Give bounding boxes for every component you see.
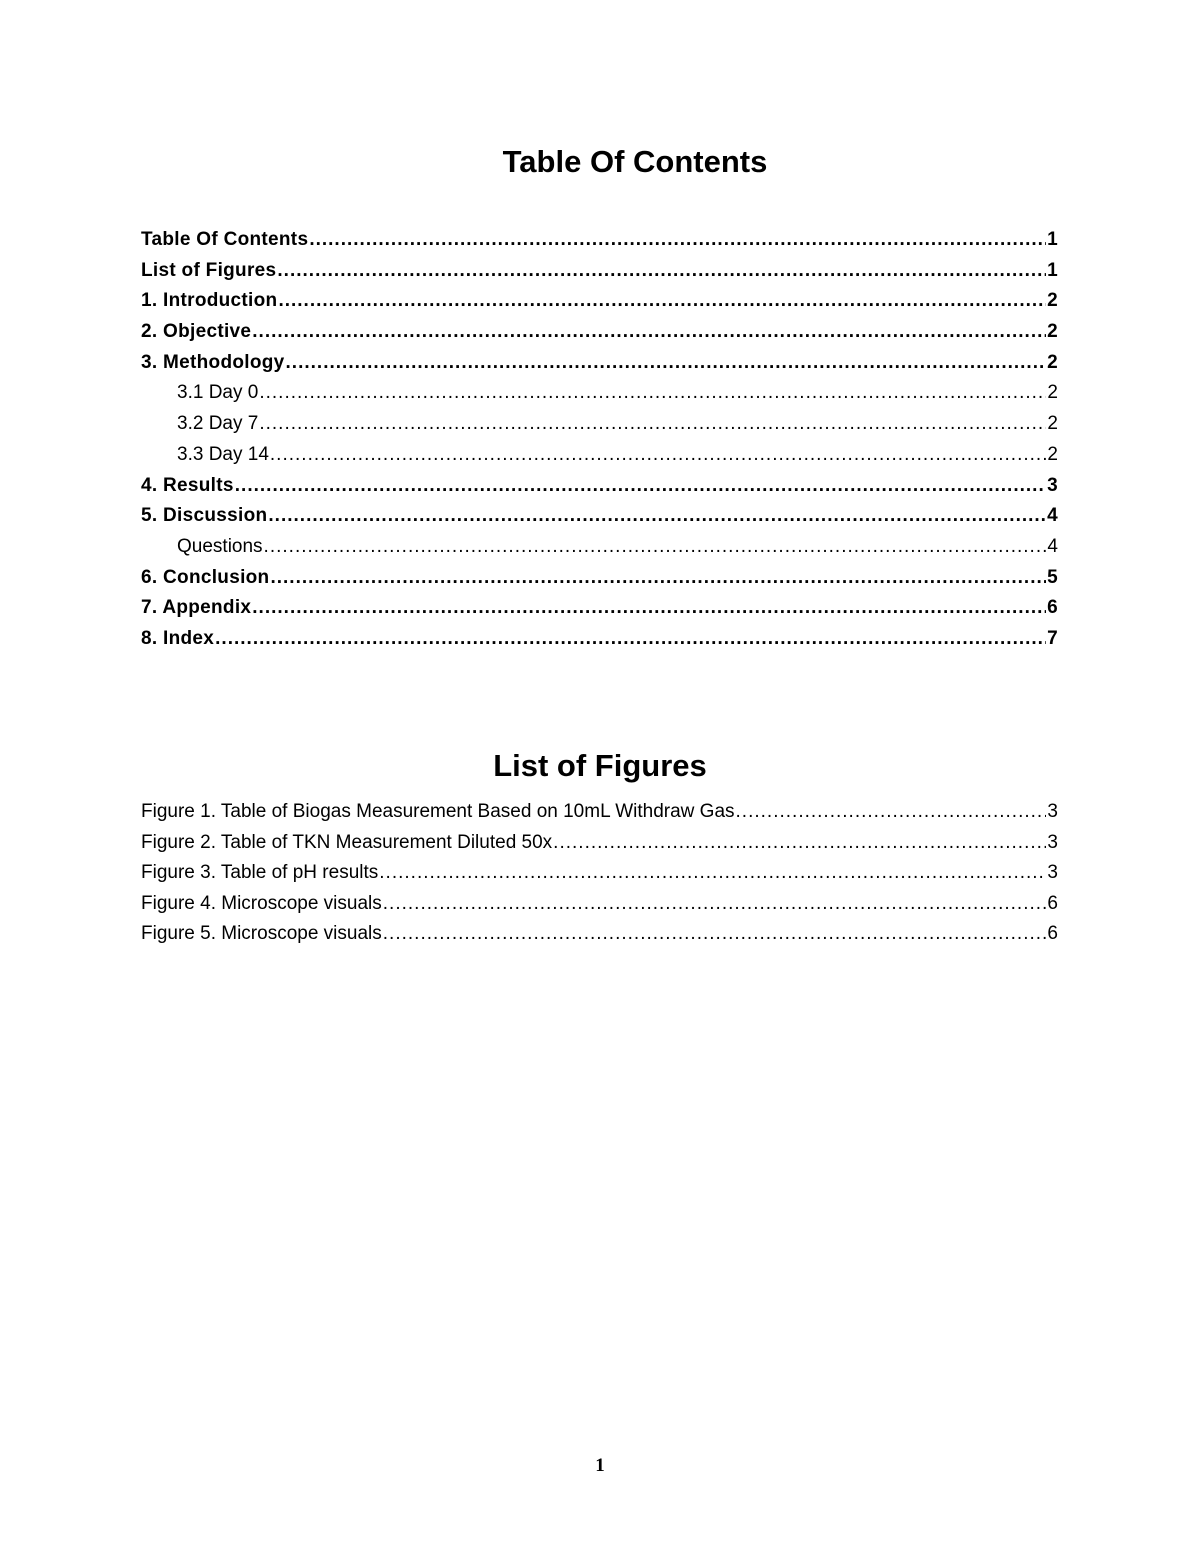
dot-leader [270,565,1046,591]
toc-heading: Table Of Contents [502,144,768,179]
toc-subentry[interactable] [141,380,1058,411]
figure-entry-page: 3 [1047,831,1058,853]
toc-entry-page: 5 [1047,566,1058,588]
dot-leader [259,411,1046,437]
toc-entry-title: Table Of Contents [141,229,309,250]
dot-leader [286,350,1047,376]
figure-entry-title: Figure 1. Table of Biogas Measurement Based on 10mL Withdraw Gas [141,801,735,822]
toc-entry-page: 1 [1047,259,1058,281]
figure-entry-title: Figure 4. Microscope visuals [141,892,382,914]
dot-leader [215,626,1046,652]
dot-leader [277,258,1046,284]
toc-entry[interactable] [141,565,1058,596]
toc-entry-title: 6. Conclusion [141,566,270,588]
figure-entry-title: Figure 5. Microscope visuals [141,923,382,945]
toc-entry-page: 2 [1047,321,1058,343]
figure-entry-page: 3 [1047,801,1058,822]
toc-entry-page: 2 [1047,351,1058,373]
toc-entry[interactable] [141,350,1058,381]
toc-entry-title: 3.1 Day 0 [177,382,259,404]
toc-entry[interactable] [141,288,1058,319]
toc-subentry[interactable] [141,411,1058,442]
toc-entry-title: 7. Appendix [141,597,252,619]
dot-leader [264,534,1047,560]
toc-entry-page: 1 [1047,229,1058,250]
figure-entry[interactable] [141,799,1058,830]
figure-entry-page: 6 [1047,923,1058,945]
figure-entry-title: Figure 3. Table of pH results [141,862,379,884]
dot-leader [383,921,1047,947]
toc-entry[interactable] [141,626,1058,657]
toc-entry-page: 4 [1047,505,1058,527]
list-of-figures [141,799,1058,952]
toc-subentry[interactable] [141,442,1058,473]
figure-entry-page: 6 [1047,892,1058,914]
dot-leader [252,595,1046,621]
toc-entry-page: 2 [1047,413,1058,435]
dot-leader [553,830,1046,856]
toc-entry-page: 2 [1047,443,1058,465]
toc-entry-page: 6 [1047,597,1058,619]
figure-entry[interactable] [141,891,1058,922]
toc-entry-title: 4. Results [141,474,234,496]
toc-entry-title: List of Figures [141,259,277,281]
figure-entry[interactable] [141,921,1058,952]
toc-entry[interactable] [141,258,1058,289]
toc-entry-page: 4 [1047,535,1058,557]
dot-leader [278,288,1046,314]
page-number: 1 [595,1455,605,1476]
toc-list [141,227,1058,657]
dot-leader [252,319,1046,345]
toc-subentry[interactable] [141,534,1058,565]
toc-entry[interactable] [141,503,1058,534]
toc-entry-title: Questions [177,535,263,557]
toc-entry[interactable] [141,473,1058,504]
figure-entry-page: 3 [1047,862,1058,884]
toc-entry[interactable] [141,595,1058,626]
toc-entry-title: 3.3 Day 14 [177,443,269,465]
toc-entry-title: 8. Index [141,627,215,649]
toc-entry-title: 3.2 Day 7 [177,413,259,435]
toc-entry-title: 1. Introduction [141,290,278,312]
figure-entry[interactable] [141,860,1058,891]
toc-entry-page: 2 [1047,290,1058,312]
toc-entry-page: 2 [1047,382,1058,404]
dot-leader [309,227,1046,253]
toc-entry[interactable] [141,319,1058,350]
toc-entry-title: 2. Objective [141,321,252,343]
toc-entry-page: 3 [1047,474,1058,496]
toc-entry-title: 3. Methodology [141,351,285,373]
list-of-figures-heading: List of Figures [493,748,707,783]
dot-leader [259,380,1046,406]
toc-entry-title: 5. Discussion [141,505,268,527]
toc-entry-page: 7 [1047,627,1058,649]
dot-leader [383,891,1047,917]
toc-entry[interactable] [141,227,1058,258]
dot-leader [235,473,1046,499]
dot-leader [268,503,1046,529]
figure-entry[interactable] [141,830,1058,861]
dot-leader [736,799,1047,825]
figure-entry-title: Figure 2. Table of TKN Measurement Diluted 50x [141,831,553,853]
dot-leader [270,442,1047,468]
dot-leader [379,860,1046,886]
